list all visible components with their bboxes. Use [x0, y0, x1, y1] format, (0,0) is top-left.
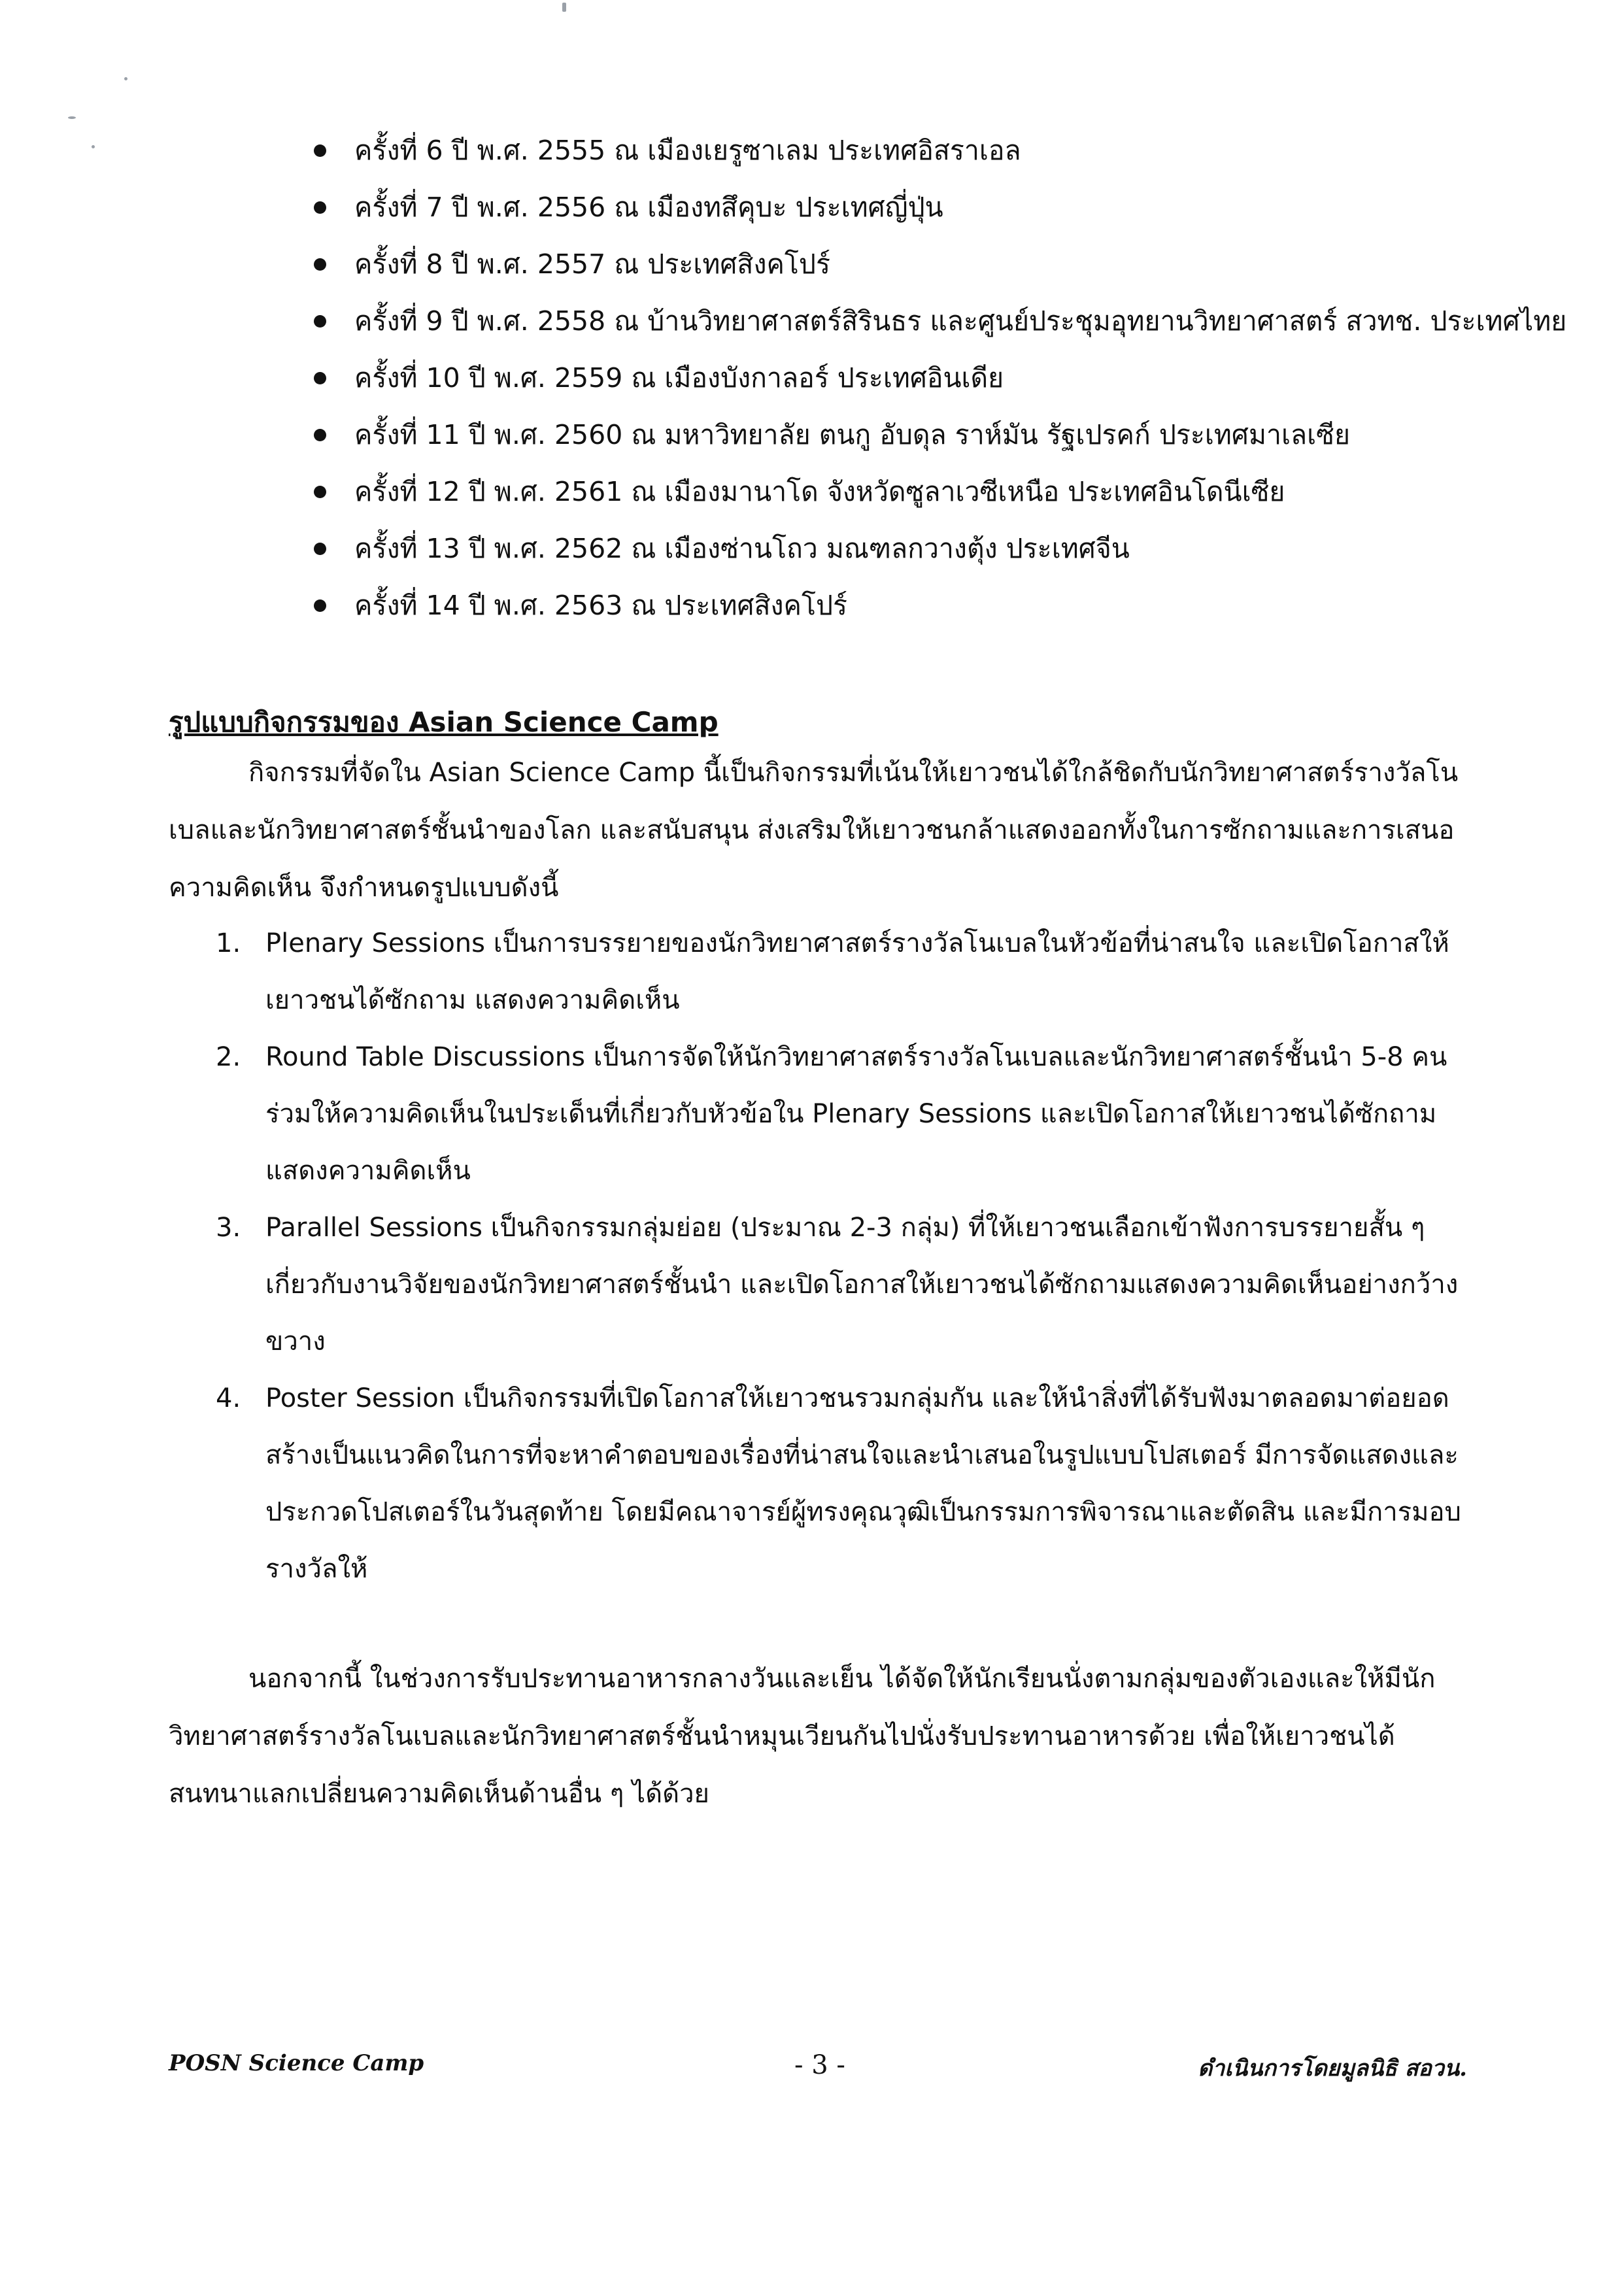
- scan-speck: [92, 145, 95, 148]
- item-number: 1.: [216, 928, 241, 958]
- list-item: [314, 184, 1595, 241]
- list-item-text: ครั้งที่ 7 ปี พ.ศ. 2556 ณ เมืองทสึคุบะ ประเทศญี่ปุ่น: [354, 192, 943, 223]
- list-item: [314, 127, 1595, 184]
- list-item-text: ครั้งที่ 8 ปี พ.ศ. 2557 ณ ประเทศสิงคโปร์: [354, 248, 830, 280]
- list-item-text: ครั้งที่ 11 ปี พ.ศ. 2560 ณ มหาวิทยาลัย ตนกู อับดุล ราห์มัน รัฐเปรคก์ ประเทศมาเลเซีย: [354, 419, 1351, 450]
- item-number: 3.: [216, 1213, 241, 1243]
- item-number: 4.: [216, 1383, 241, 1413]
- list-item-text: ครั้งที่ 10 ปี พ.ศ. 2559 ณ เมืองบังกาลอร์ ประเทศอินเดีย: [354, 362, 1004, 394]
- intro-text: กิจกรรมที่จัดใน Asian Science Camp นี้เป็นกิจกรรมที่เน้นให้เยาวชนได้ใกล้ชิดกับนักวิทยาศาสตร์รางวัลโนเบลและนักวิทยาศาสตร์ชั้นนำของโลก และสนับสนุน ส่งเสริมให้เยาวชนกล้าแสดงออกทั้งในการซักถามและการเสนอความคิดเห็น จึงกำหนดรูปแบบดังนี้: [169, 758, 1459, 903]
- bullet-icon: [314, 599, 326, 612]
- bullet-icon: [314, 429, 326, 441]
- page-number: - 3 -: [794, 2050, 845, 2080]
- footer-left: POSN Science Camp: [169, 2050, 424, 2076]
- section-heading: รูปแบบกิจกรรมของ Asian Science Camp: [169, 706, 719, 738]
- activity-item: [216, 1200, 1471, 1370]
- bullet-icon: [314, 201, 326, 214]
- closing-paragraph: [169, 1650, 1470, 1823]
- activity-item: [216, 1370, 1471, 1598]
- activity-item: [216, 915, 1471, 1029]
- scan-speck: [124, 77, 127, 80]
- list-item-text: ครั้งที่ 14 ปี พ.ศ. 2563 ณ ประเทศสิงคโปร์: [354, 590, 848, 621]
- item-text: Parallel Sessions เป็นกิจกรรมกลุ่มย่อย (ประมาณ 2-3 กลุ่ม) ที่ให้เยาวชนเลือกเข้าฟังการบรรยายสั้น ๆ เกี่ยวกับงานวิจัยของนักวิทยาศาสตร์ชั้นนำ และเปิดโอกาสให้เยาวชนได้ซักถามแสดงความคิดเห็นอย่างกว้างขวาง: [265, 1213, 1459, 1357]
- list-item: [314, 298, 1595, 355]
- bullet-icon: [314, 315, 326, 328]
- item-text: Round Table Discussions เป็นการจัดให้นักวิทยาศาสตร์รางวัลโนเบลและนักวิทยาศาสตร์ชั้นนำ 5-8 คน ร่วมให้ความคิดเห็นในประเด็นที่เกี่ยวกับหัวข้อใน Plenary Sessions และเปิดโอกาสให้เยาวชนได้ซักถามแสดงความคิดเห็น: [265, 1042, 1447, 1186]
- event-history-list: [314, 127, 1595, 639]
- bullet-icon: [314, 258, 326, 271]
- intro-paragraph: [169, 744, 1470, 917]
- item-text: Poster Session เป็นกิจกรรมที่เปิดโอกาสให้เยาวชนรวมกลุ่มกัน และให้นำสิ่งที่ได้รับฟังมาตลอดมาต่อยอดสร้างเป็นแนวคิดในการที่จะหาคำตอบของเรื่องที่น่าสนใจและนำเสนอในรูปแบบโปสเตอร์ มีการจัดแสดงและประกวดโปสเตอร์ในวันสุดท้าย โดยมีคณาจารย์ผู้ทรงคุณวุฒิเป็นกรรมการพิจารณาและตัดสิน และมีการมอบรางวัลให้: [265, 1383, 1461, 1584]
- bullet-icon: [314, 543, 326, 555]
- closing-text: นอกจากนี้ ในช่วงการรับประทานอาหารกลางวันและเย็น ได้จัดให้นักเรียนนั่งตามกลุ่มของตัวเองและให้มีนักวิทยาศาสตร์รางวัลโนเบลและนักวิทยาศาสตร์ชั้นนำหมุนเวียนกันไปนั่งรับประทานอาหารด้วย เพื่อให้เยาวชนได้สนทนาแลกเปลี่ยนความคิดเห็นด้านอื่น ๆ ได้ด้วย: [169, 1664, 1436, 1809]
- list-item-text: ครั้งที่ 9 ปี พ.ศ. 2558 ณ บ้านวิทยาศาสตร์สิรินธร และศูนย์ประชุมอุทยานวิทยาศาสตร์ สวทช. ประเทศไทย: [354, 305, 1567, 337]
- activity-format-list: [216, 915, 1471, 1598]
- list-item: [314, 412, 1595, 469]
- scan-speck: [68, 116, 76, 119]
- list-item-text: ครั้งที่ 6 ปี พ.ศ. 2555 ณ เมืองเยรูซาเลม ประเทศอิสราเอล: [354, 135, 1021, 166]
- bullet-icon: [314, 486, 326, 498]
- list-item: [314, 241, 1595, 298]
- list-item: [314, 582, 1595, 639]
- list-item-text: ครั้งที่ 12 ปี พ.ศ. 2561 ณ เมืองมานาโด จังหวัดซูลาเวซีเหนือ ประเทศอินโดนีเซีย: [354, 476, 1285, 507]
- item-number: 2.: [216, 1042, 241, 1072]
- scan-speck: [562, 3, 566, 12]
- list-item: [314, 355, 1595, 412]
- list-item: [314, 469, 1595, 526]
- list-item: [314, 526, 1595, 582]
- bullet-icon: [314, 144, 326, 157]
- footer-right: ดำเนินการโดยมูลนิธิ สอวน.: [1198, 2055, 1467, 2082]
- item-text: Plenary Sessions เป็นการบรรยายของนักวิทยาศาสตร์รางวัลโนเบลในหัวข้อที่น่าสนใจ และเปิดโอกาสให้เยาวชนได้ซักถาม แสดงความคิดเห็น: [265, 928, 1449, 1015]
- activity-item: [216, 1029, 1471, 1200]
- bullet-icon: [314, 372, 326, 384]
- list-item-text: ครั้งที่ 13 ปี พ.ศ. 2562 ณ เมืองซ่านโถว มณฑลกวางตุ้ง ประเทศจีน: [354, 533, 1130, 564]
